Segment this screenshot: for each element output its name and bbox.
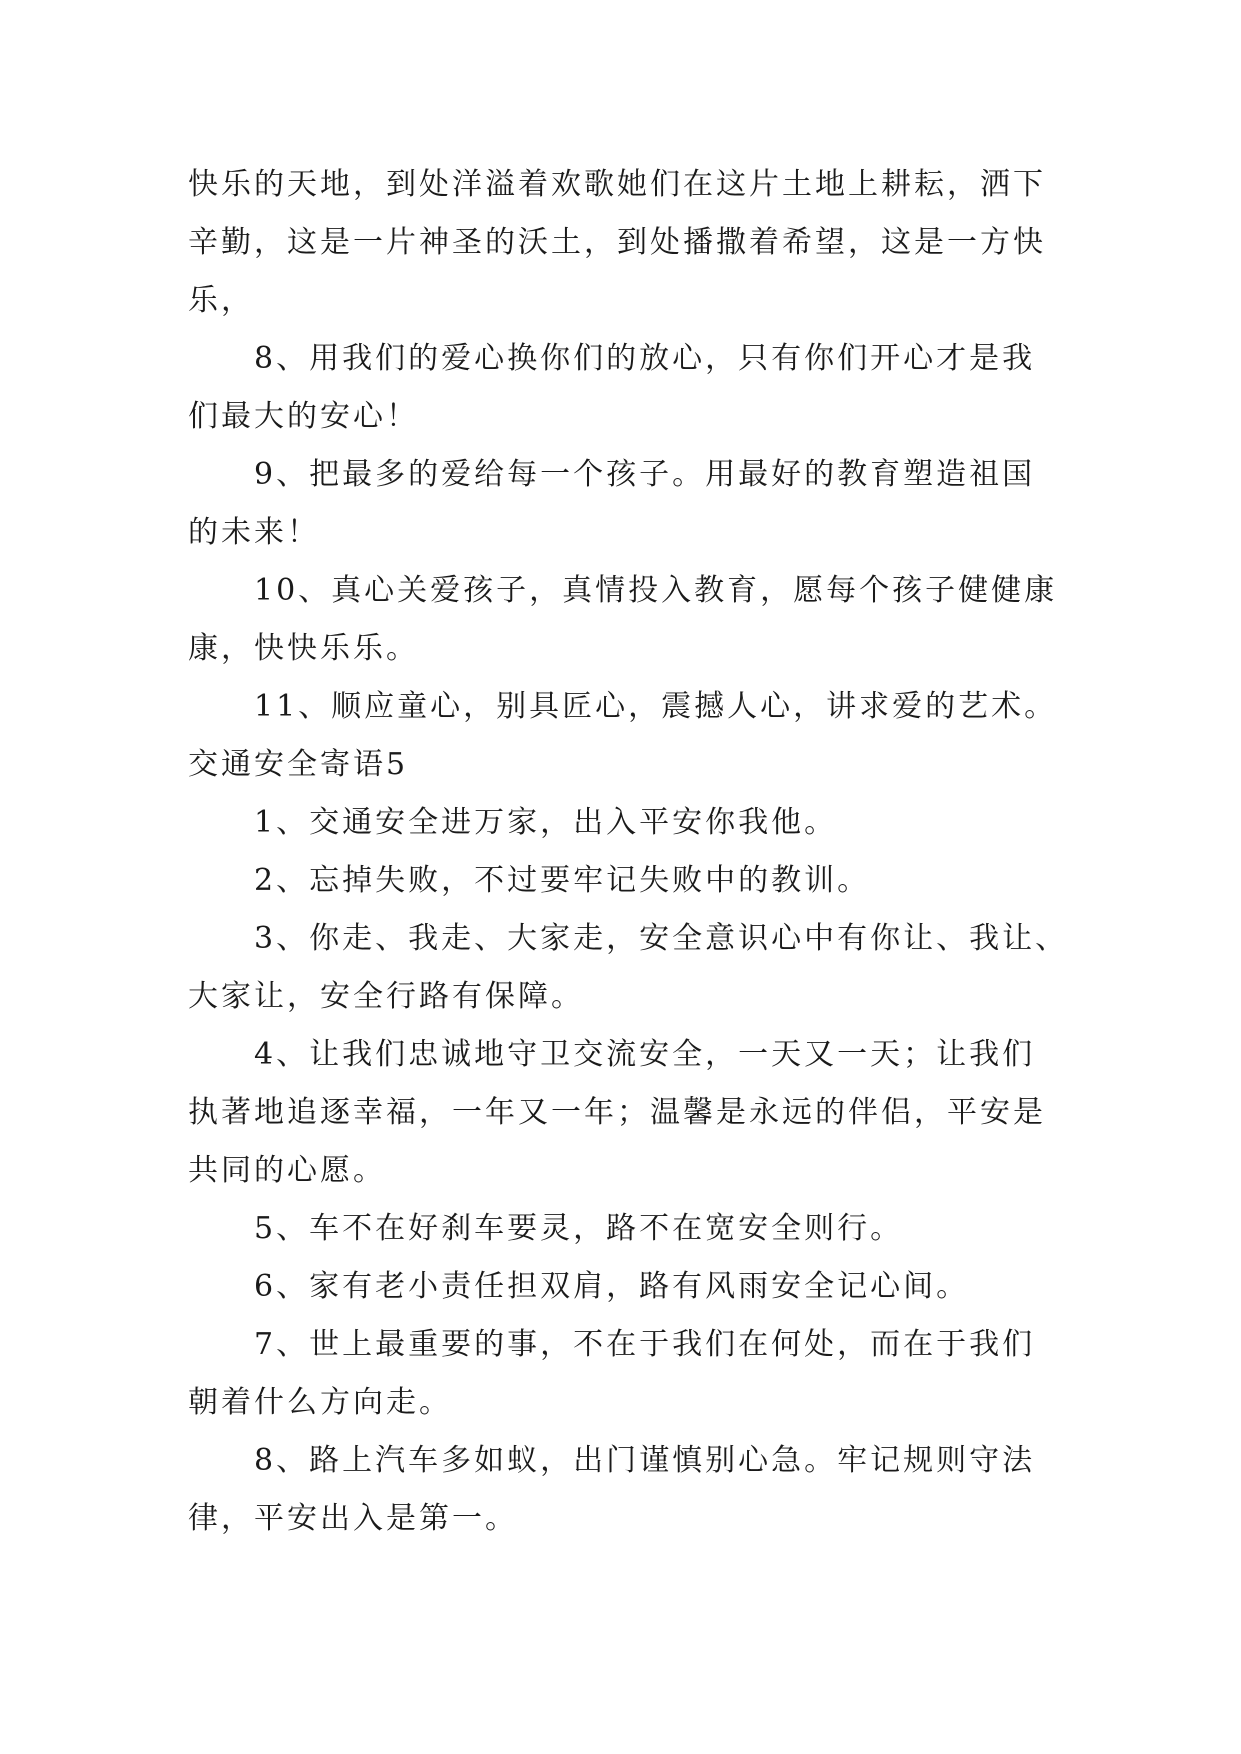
text-line: 的未来！ (188, 515, 320, 550)
list-item-8 (188, 330, 1052, 446)
document-body (188, 156, 1069, 1548)
list-item-7 (188, 1316, 1052, 1432)
text-line: 执著地追逐幸福，一年又一年；温馨是永远的伴侣，平安是 (188, 1095, 1046, 1130)
text-line: 1、交通安全进万家，出入平安你我他。 (254, 805, 838, 840)
text-line: 律，平安出入是第一。 (188, 1501, 518, 1536)
text-line: 8、路上汽车多如蚁，出门谨慎别心急。牢记规则守法 (254, 1443, 1036, 1478)
text-line: 7、世上最重要的事，不在于我们在何处，而在于我们 (254, 1327, 1036, 1362)
text-line: 9、把最多的爱给每一个孩子。用最好的教育塑造祖国 (254, 457, 1036, 492)
text-line: 乐， (188, 283, 254, 318)
list-item-11 (188, 678, 1058, 736)
text-line: 朝着什么方向走。 (188, 1385, 452, 1420)
text-line: 辛勤，这是一片神圣的沃土，到处播撒着希望，这是一方快 (188, 225, 1046, 260)
text-line: 10、真心关爱孩子，真情投入教育，愿每个孩子健健康 (254, 573, 1058, 608)
text-line: 共同的心愿。 (188, 1153, 386, 1188)
list-item-1 (188, 794, 1052, 852)
text-line: 3、你走、我走、大家走，安全意识心中有你让、我让、 (254, 921, 1069, 956)
section-heading (188, 736, 1052, 794)
section-title: 交通安全寄语5 (188, 747, 409, 782)
list-item-6 (188, 1258, 1052, 1316)
list-item-4 (188, 1026, 1052, 1200)
text-line: 2、忘掉失败，不过要牢记失败中的教训。 (254, 863, 871, 898)
text-line: 们最大的安心！ (188, 399, 419, 434)
text-line: 康，快快乐乐。 (188, 631, 419, 666)
paragraph-continued (188, 156, 1052, 330)
list-item-3 (188, 910, 1069, 1026)
text-line: 11、顺应童心，别具匠心，震撼人心，讲求爱的艺术。 (254, 689, 1058, 724)
text-line: 8、用我们的爱心换你们的放心，只有你们开心才是我 (254, 341, 1036, 376)
list-item-10 (188, 562, 1058, 678)
list-item-9 (188, 446, 1052, 562)
text-line: 大家让，安全行路有保障。 (188, 979, 584, 1014)
list-item-2 (188, 852, 1052, 910)
list-item-5 (188, 1200, 1052, 1258)
text-line: 5、车不在好刹车要灵，路不在宽安全则行。 (254, 1211, 904, 1246)
text-line: 快乐的天地，到处洋溢着欢歌她们在这片土地上耕耘，洒下 (188, 167, 1046, 202)
text-line: 6、家有老小责任担双肩，路有风雨安全记心间。 (254, 1269, 970, 1304)
list-item-8-traffic (188, 1432, 1052, 1548)
text-line: 4、让我们忠诚地守卫交流安全，一天又一天；让我们 (254, 1037, 1036, 1072)
